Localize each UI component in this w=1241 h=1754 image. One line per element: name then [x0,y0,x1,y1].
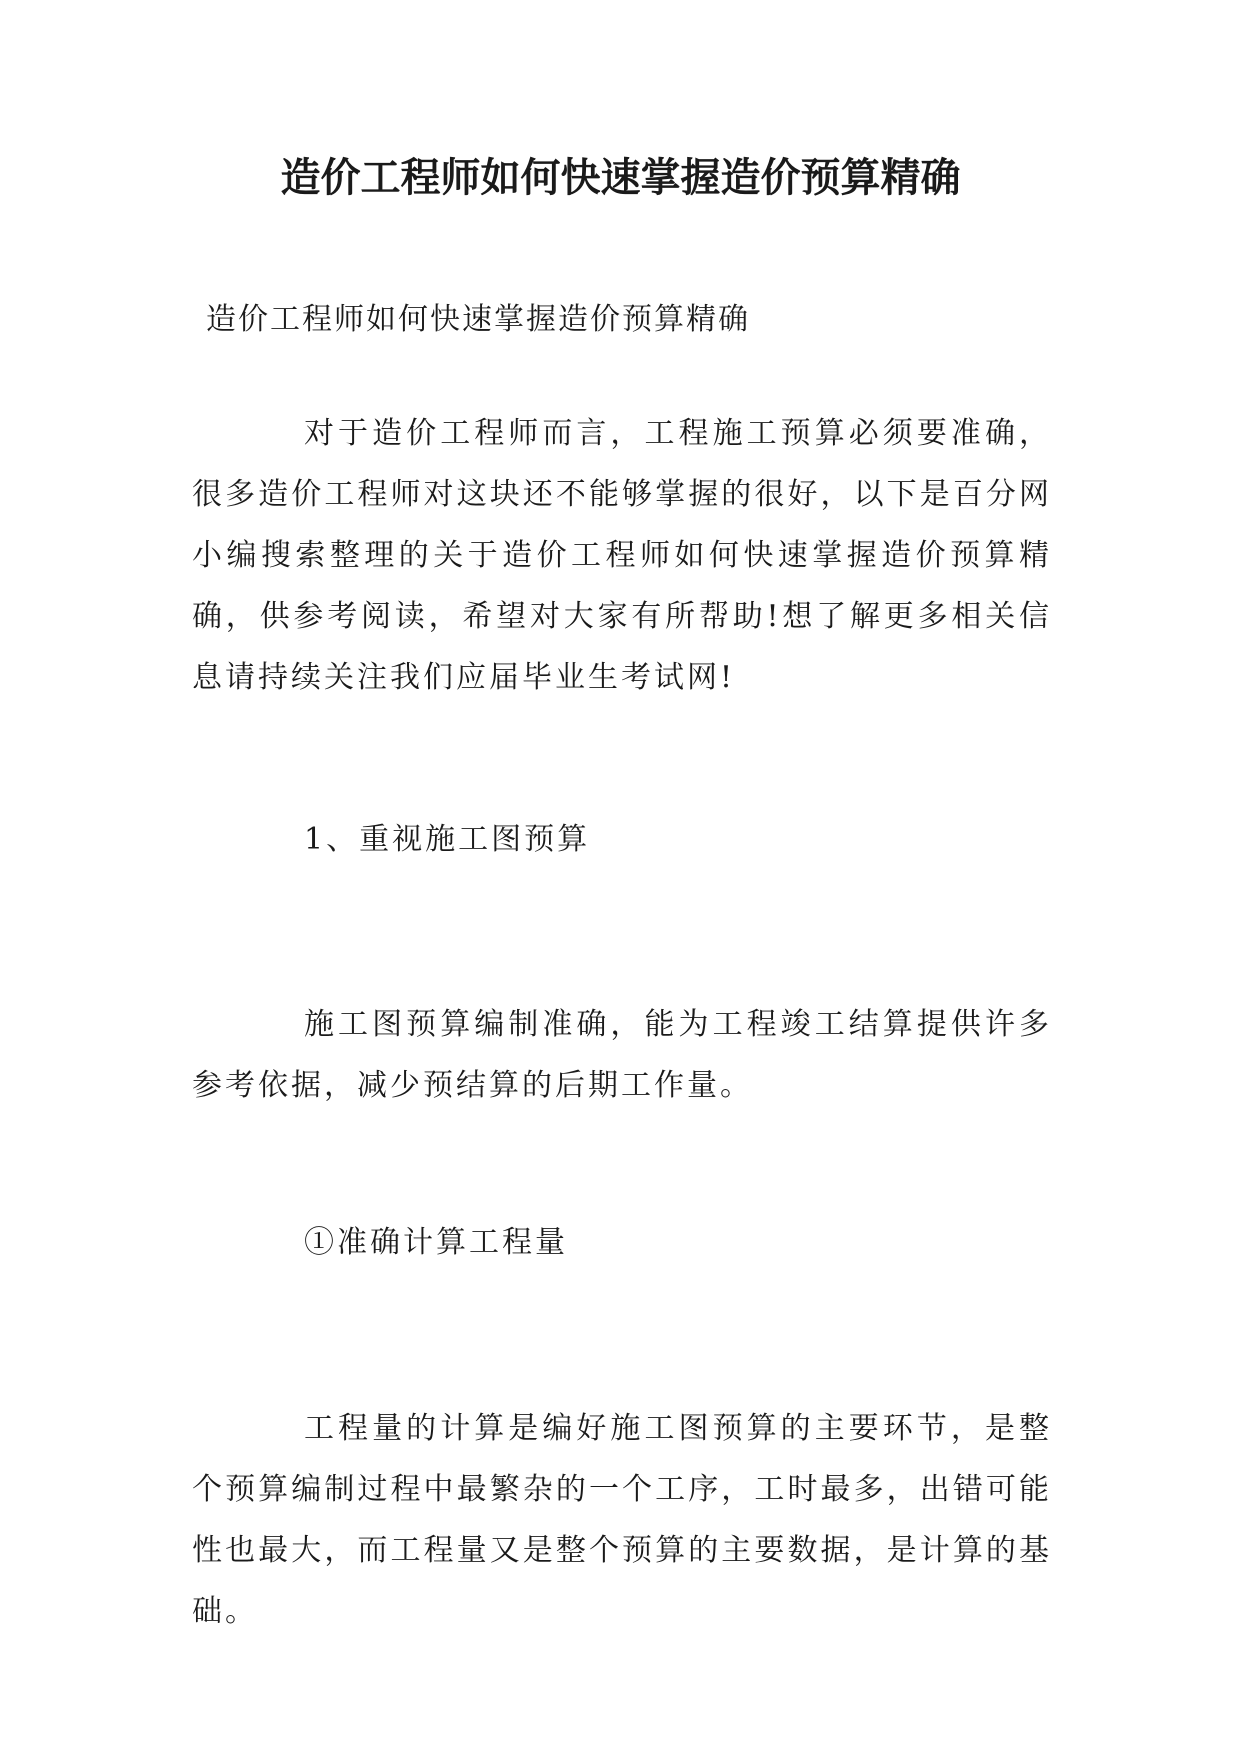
section-paragraph-3: 工程量的计算是编好施工图预算的主要环节，是整个预算编制过程中最繁杂的一个工序，工时最多，出错可能性也最大，而工程量又是整个预算的主要数据，是计算的基础。 [192,1411,1052,1629]
document-title: 造价工程师如何快速掌握造价预算精确 [280,155,961,201]
section-heading-1: 1、重视施工图预算 [304,822,591,857]
section-heading-2: ①准确计算工程量 [304,1225,568,1260]
section-paragraph-2: 施工图预算编制准确，能为工程竣工结算提供许多参考依据，减少预结算的后期工作量。 [192,1007,1052,1103]
intro-paragraph: 对于造价工程师而言，工程施工预算必须要准确，很多造价工程师对这块还不能够掌握的很好，以下是百分网小编搜索整理的关于造价工程师如何快速掌握造价预算精确，供参考阅读，希望对大家有所帮助!想了解更多相关信息请持续关注我们应届毕业生考试网! [192,416,1052,695]
document-subtitle: 造价工程师如何快速掌握造价预算精确 [206,302,750,337]
